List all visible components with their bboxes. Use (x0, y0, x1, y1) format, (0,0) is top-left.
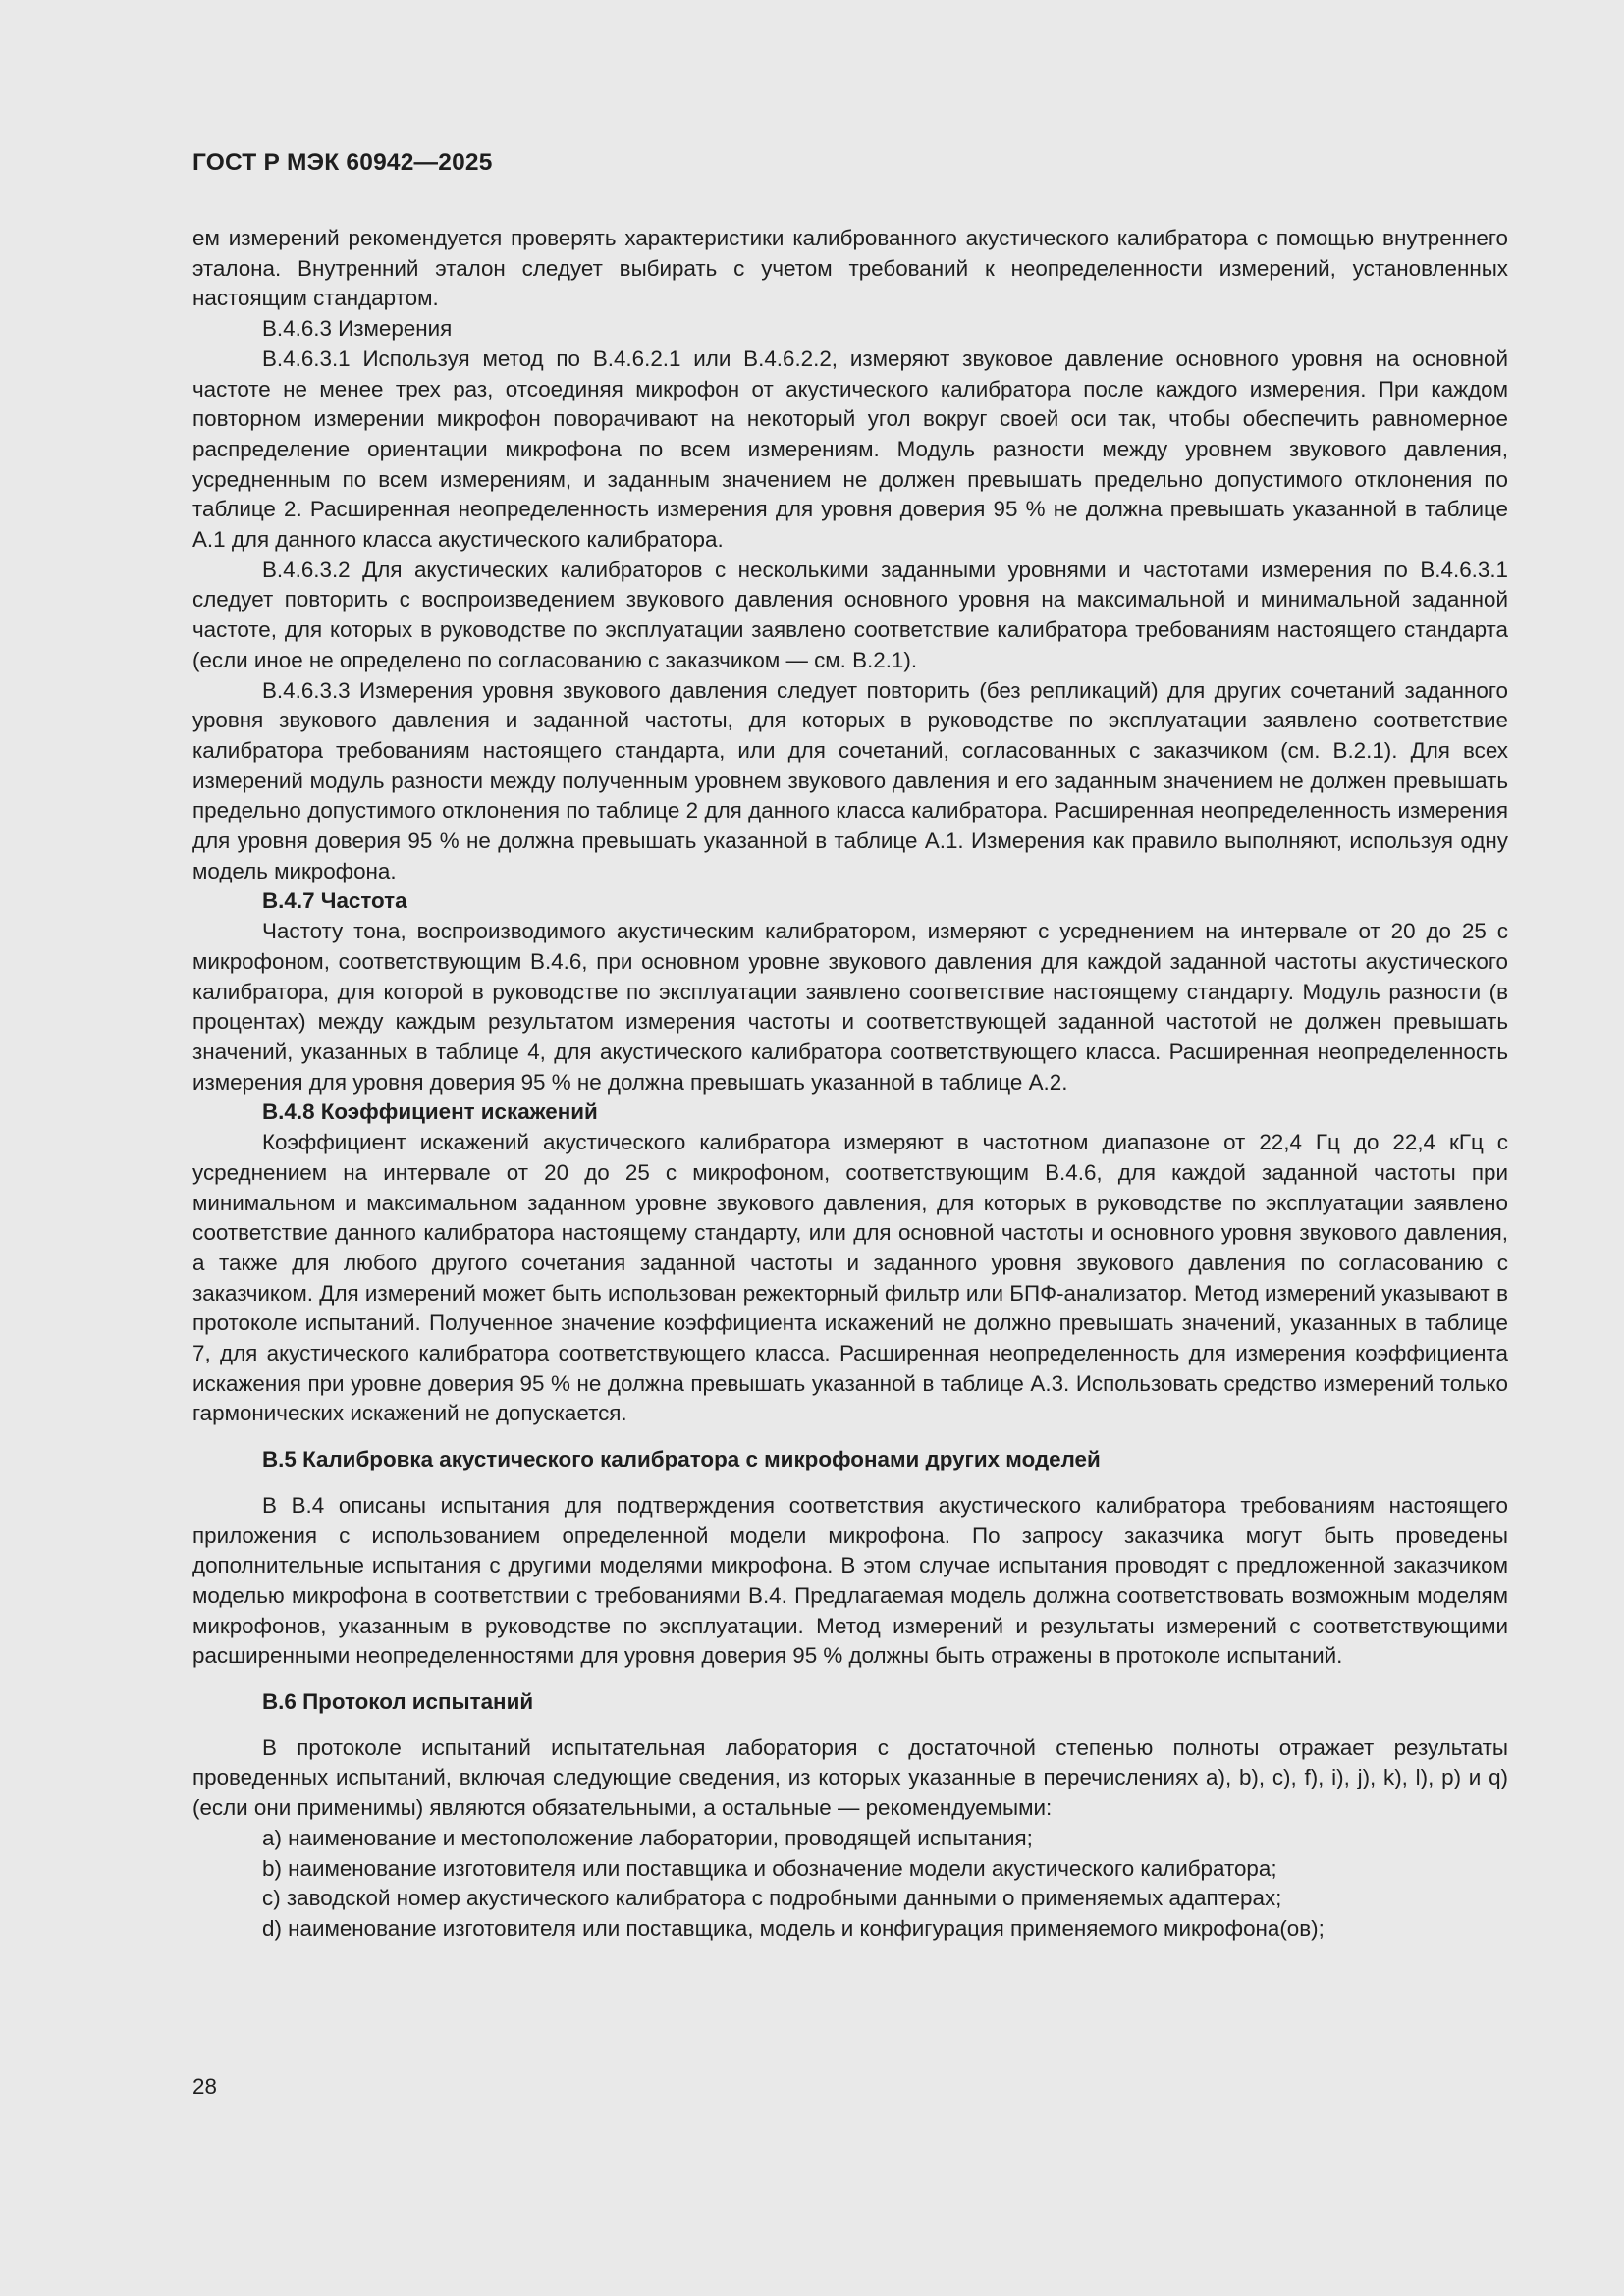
section-heading-b5: В.5 Калибровка акустического калибратора с микрофонами других моделей (262, 1447, 1101, 1472)
list-item: a) наименование и местоположение лаборатории, проводящей испытания; (262, 1825, 1033, 1850)
list-item: c) заводской номер акустического калибратора с подробными данными о применяемых адаптерах; (262, 1886, 1282, 1911)
paragraph-continuation: ем измерений рекомендуется проверять характеристики калиброванного акустического калибратора с помощью внутреннего эталона. Внутренний эталон следует выбирать с учетом требований к неопределенности измерений, установленных настоящим стандартом. (192, 226, 1508, 311)
page-number: 28 (192, 2074, 217, 2099)
page-content (192, 224, 1508, 1945)
subsection-heading-b463: В.4.6.3 Измерения (262, 316, 453, 342)
section-heading-b6: В.6 Протокол испытаний (262, 1689, 534, 1715)
section-heading-b47: В.4.7 Частота (262, 888, 407, 914)
list-item: d) наименование изготовителя или поставщика, модель и конфигурация применяемого микрофона(ов); (262, 1915, 1325, 1941)
list-item: b) наименование изготовителя или поставщика и обозначение модели акустического калибратора; (262, 1855, 1277, 1881)
paragraph-b4631: В.4.6.3.1 Используя метод по В.4.6.2.1 или В.4.6.2.2, измеряют звуковое давление основного уровня на основной частоте не менее трех раз, отсоединяя микрофон от акустического калибратора после каждого измерения. При каждом повторном измерении микрофон поворачивают на некоторый угол вокруг своей оси так, чтобы обеспечить равномерное распределение ориентации микрофона по всем измерениям. Модуль разности между уровнем звукового давления, усредненным по всем измерениям, и заданным значением не должен превышать предельно допустимого отклонения по таблице 2. Расширенная неопределенность измерения для уровня доверия 95 % не должна превышать указанной в таблице А.1 для данного класса акустического калибратора. (192, 346, 1508, 553)
paragraph-frequency: Частоту тона, воспроизводимого акустическим калибратором, измеряют с усреднением на интервале от 20 до 25 с микрофоном, соответствующим В.4.6, при основном уровне звукового давления для каждой заданной частоты акустического калибратора, для которой в руководстве по эксплуатации заявлено соответствие настоящему стандарту. Модуль разности (в процентах) между каждым результатом измерения частоты и соответствующей заданной частотой не должен превышать значений, указанных в таблице 4, для акустического калибратора соответствующего класса. Расширенная неопределенность измерения для уровня доверия 95 % не должна превышать указанной в таблице А.2. (192, 919, 1508, 1095)
document-header: ГОСТ Р МЭК 60942—2025 (192, 149, 493, 176)
paragraph-b4632: В.4.6.3.2 Для акустических калибраторов с несколькими заданными уровнями и частотами измерения по В.4.6.3.1 следует повторить с воспроизведением звукового давления основного уровня на максимальной и минимальной заданной частоте, для которых в руководстве по эксплуатации заявлено соответствие калибратора требованиям настоящего стандарта (если иное не определено по согласованию с заказчиком — см. В.2.1). (192, 557, 1508, 672)
paragraph-distortion: Коэффициент искажений акустического калибратора измеряют в частотном диапазоне от 22,4 Гц до 22,4 кГц с усреднением на интервале от 20 до 25 с микрофоном, соответствующим В.4.6, для каждой заданной частоты при минимальном и максимальном заданном уровне звукового давления, для которых в руководстве по эксплуатации заявлено соответствие данного калибратора настоящему стандарту, или для основной частоты и основного уровня звукового давления, а также для любого другого сочетания заданной частоты и заданного уровня звукового давления по согласованию с заказчиком. Для измерений может быть использован режекторный фильтр или БПФ-анализатор. Метод измерений указывают в протоколе испытаний. Полученное значение коэффициента искажений не должно превышать значений, указанных в таблице 7, для акустического калибратора соответствующего класса. Расширенная неопределенность для измерения коэффициента искажения при уровне доверия 95 % не должна превышать указанной в таблице А.3. Использовать средство измерений только гармонических искажений не допускается. (192, 1130, 1508, 1426)
paragraph-other-microphones: В В.4 описаны испытания для подтверждения соответствия акустического калибратора требованиям настоящего приложения с использованием определенной модели микрофона. По запросу заказчика могут быть проведены дополнительные испытания с другими моделями микрофона. В этом случае испытания проводят с предложенной заказчиком моделью микрофона в соответствии с требованиями В.4. Предлагаемая модель должна соответствовать возможным моделям микрофонов, указанным в руководстве по эксплуатации. Метод измерений и результаты измерений с соответствующими расширенными неопределенностями для уровня доверия 95 % должны быть отражены в протоколе испытаний. (192, 1492, 1508, 1669)
section-heading-b48: В.4.8 Коэффициент искажений (262, 1099, 598, 1125)
paragraph-b4633: В.4.6.3.3 Измерения уровня звукового давления следует повторить (без репликаций) для других сочетаний заданного уровня звукового давления и заданной частоты, для которых в руководстве по эксплуатации заявлено соответствие калибратора требованиям настоящего стандарта, или для сочетаний, согласованных с заказчиком (см. В.2.1). Для всех измерений модуль разности между полученным уровнем звукового давления и его заданным значением не должен превышать предельно допустимого отклонения по таблице 2 для данного класса калибратора. Расширенная неопределенность измерения для уровня доверия 95 % не должна превышать указанной в таблице А.1. Измерения как правило выполняют, используя одну модель микрофона. (192, 677, 1508, 883)
paragraph-test-report: В протоколе испытаний испытательная лаборатория с достаточной степенью полноты отражает результаты проведенных испытаний, включая следующие сведения, из которых указанные в перечислениях a), b), c), f), i), j), k), l), p) и q) (если они применимы) являются обязательными, а остальные — рекомендуемыми: (192, 1735, 1508, 1821)
